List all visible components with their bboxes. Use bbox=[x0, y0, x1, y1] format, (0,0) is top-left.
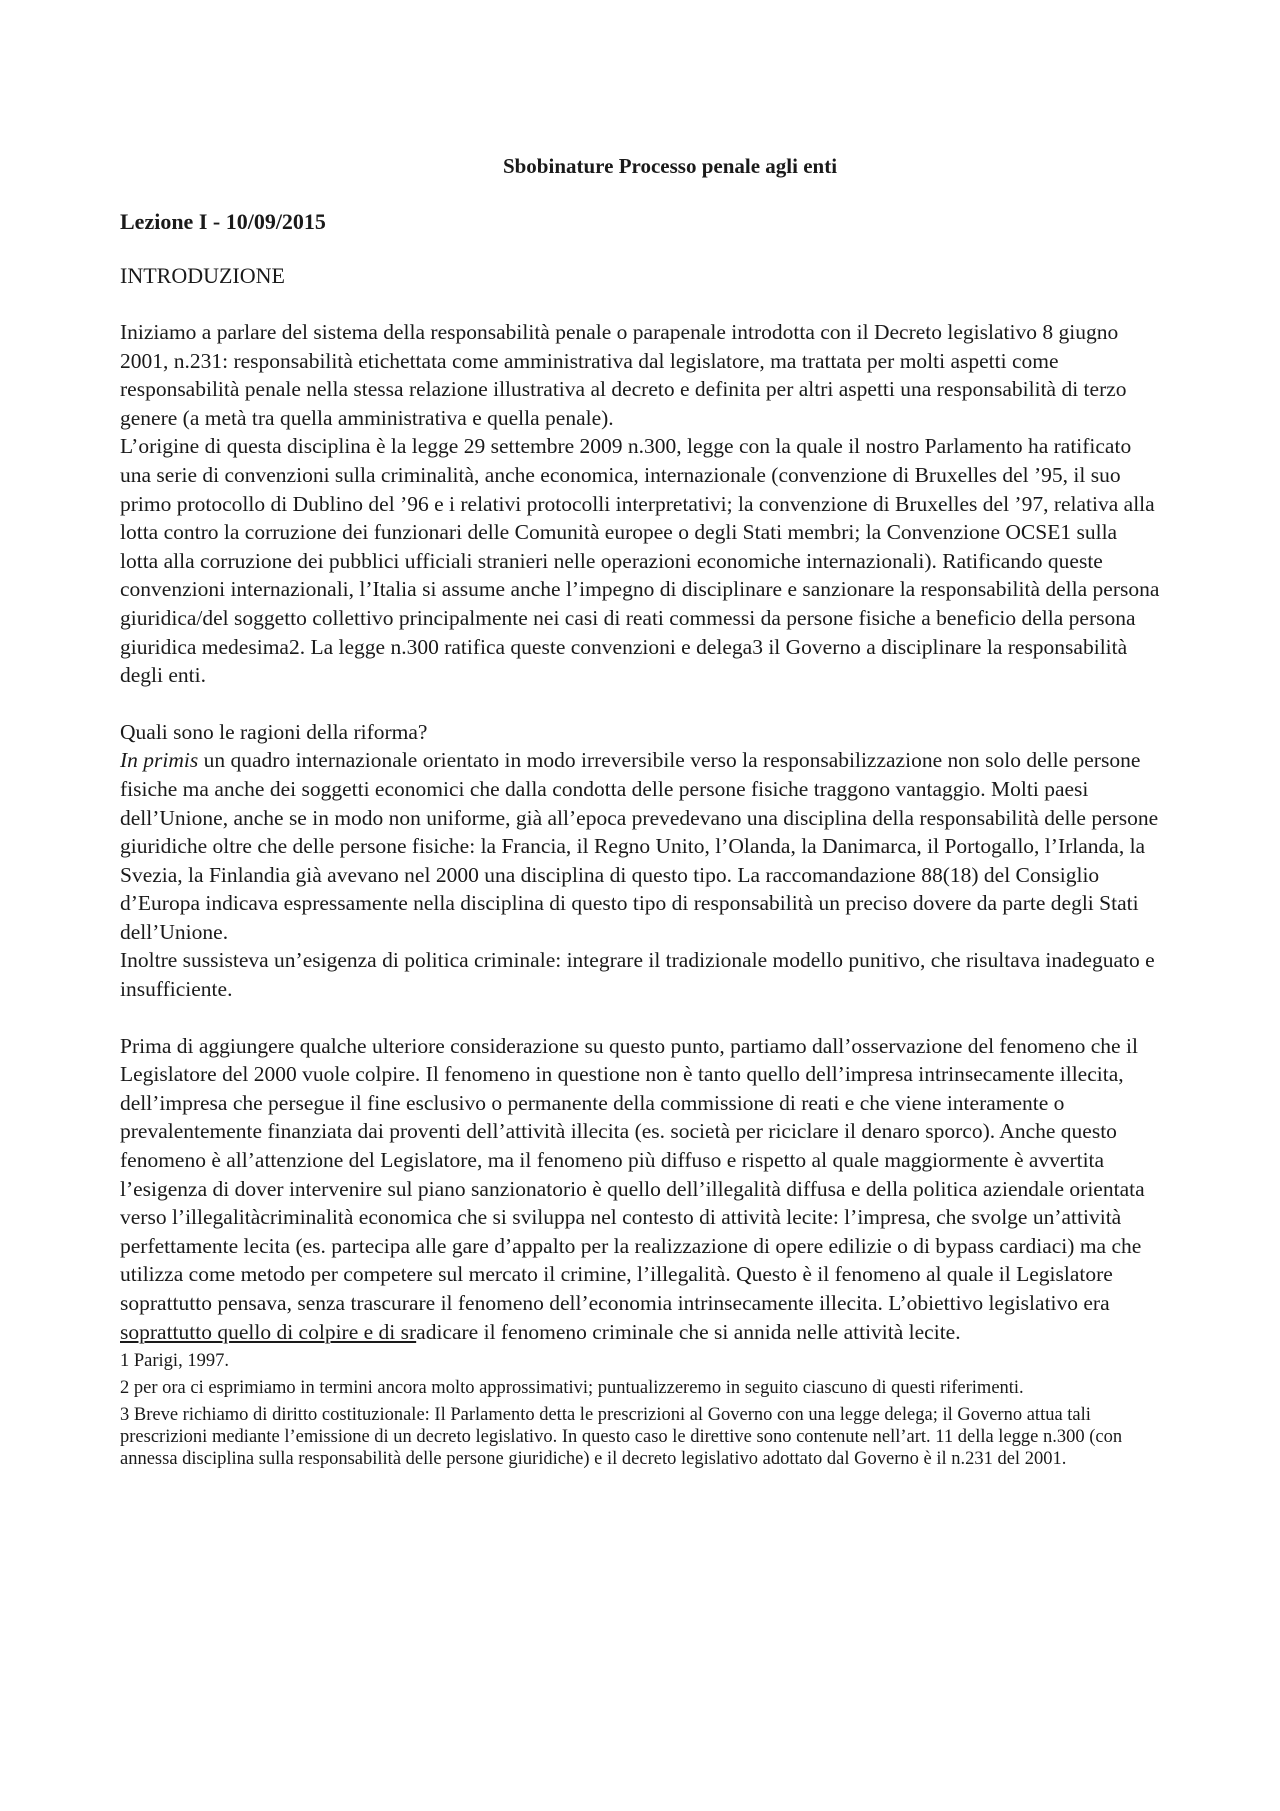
italic-in-primis: In primis bbox=[120, 748, 199, 773]
paragraph-phenomenon-end: adicare il fenomeno criminale che si annida nelle attività lecite. bbox=[416, 1319, 961, 1344]
paragraph-reasons-text: un quadro internazionale orientato in modo irreversibile verso la responsabilizzazione non solo delle persone fisiche ma anche dei soggetti economici che dalla condotta delle persone fisiche traggono vantaggio. Molti paesi dell’Unione, anche se in modo non uniforme, già all’epoca prevedevano una disciplina della responsabilità delle persone giuridiche oltre che delle persone fisiche: la Francia, il Regno Unito, l’Olanda, la Danimarca, il Portogallo, l’Irlanda, la Svezia, la Finlandia già avevano nel 2000 una disciplina di questo tipo. La raccomandazione 88(18) del Consiglio d’Europa indicava espressamente nella disciplina di questo tipo di responsabilità un preciso dovere da parte degli Stati dell’Unione. bbox=[120, 748, 1159, 944]
paragraph-criminal-policy: Inoltre sussisteva un’esigenza di politica criminale: integrare il tradizionale modello punitivo, che risultava inadeguato e insufficiente. bbox=[120, 948, 1155, 1002]
footnotes bbox=[120, 1350, 1160, 1470]
footnote-3: 3 Breve richiamo di diritto costituzionale: Il Parlamento detta le prescrizioni al Governo con una legge delega; il Governo attua tali prescrizioni mediante l’emissione di un decreto legislativo. In questo caso le direttive sono contenute nell’art. 11 della legge n.300 (con annessa disciplina sulla responsabilità delle persone giuridiche) e il decreto legislativo adottato dal Governo è il n.231 del 2001. bbox=[120, 1405, 1123, 1470]
question-reasons: Quali sono le ragioni della riforma? bbox=[120, 719, 428, 744]
paragraph-gap bbox=[120, 1004, 1160, 1032]
paragraph-phenomenon-text: Prima di aggiungere qualche ulteriore considerazione su questo punto, partiamo dall’osservazione del fenomeno che il Legislatore del 2000 vuole colpire. Il fenomeno in questione non è tanto quello dell’impresa intrinsecamente illecita, dell’impresa che persegue il fine esclusivo o permanente della commissione di reati e che viene interamente o prevalentemente finanziata dai proventi dell’attività illecita (es. società per riciclare il denaro sporco). Anche questo fenomeno è all’attenzione del Legislatore, ma il fenomeno più diffuso e rispetto al quale maggiormente è avvertita l’esigenza di dover intervenire sul piano sanzionatorio è quello dell’illegalità diffusa e della politica aziendale orientata verso l’illegalitàcriminalità economica che si sviluppa nel contesto di attività lecite: l’impresa, che svolge un’attività perfettamente lecita (es. partecipa alle gare d’appalto per la realizzazione di opere edilizie o di bypass cardiaci) ma che utilizza come metodo per competere sul mercato il crimine, l’illegalità. Questo è il fenomeno al quale il Legislatore soprattutto pensava, senza trascurare il fenomeno dell’economia intrinsecamente illecita. L’obiettivo legislativo era bbox=[120, 1033, 1145, 1315]
footnote-2: 2 per ora ci esprimiamo in termini ancora molto approssimativi; puntualizzeremo in seguito ciascuno di questi riferimenti. bbox=[120, 1378, 1024, 1399]
lesson-heading: Lezione I - 10/09/2015 bbox=[120, 209, 326, 234]
section-heading: INTRODUZIONE bbox=[120, 263, 285, 288]
paragraph-origin: L’origine di questa disciplina è la legge 29 settembre 2009 n.300, legge con la quale il nostro Parlamento ha ratificato una serie di convenzioni sulla criminalità, anche economica, internazionale (convenzione di Bruxelles del ’95, il suo primo protocollo di Dublino del ’96 e i relativi protocolli interpretativi; la convenzione di Bruxelles del ’97, relativa alla lotta contro la corruzione dei funzionari delle Comunità europee o degli Stati membri; la Convenzione OCSE1 sulla lotta alla corruzione dei pubblici ufficiali stranieri nelle operazioni economiche internazionali). Ratificando queste convenzioni internazionali, l’Italia si assume anche l’impegno di disciplinare e sanzionare la responsabilità della persona giuridica/del soggetto collettivo principalmente nei casi di reati commessi da persone fisiche a beneficio della persona giuridica medesima2. La legge n.300 ratifica queste convenzioni e delega3 il Governo a disciplinare la responsabilità degli enti. bbox=[120, 434, 1160, 688]
paragraph-intro: Iniziamo a parlare del sistema della responsabilità penale o parapenale introdotta con il Decreto legislativo 8 giugno 2001, n.231: responsabilità etichettata come amministrativa dal legislatore, ma trattata per molti aspetti come responsabilità penale nella stessa relazione illustrativa al decreto e definita per altri aspetti una responsabilità di terzo genere (a metà tra quella amministrativa e quella penale). bbox=[120, 320, 1127, 430]
underlined-text: soprattutto quello di colpire e di sr bbox=[120, 1319, 417, 1344]
paragraph-reasons bbox=[120, 746, 1160, 946]
footnote-1: 1 Parigi, 1997. bbox=[120, 1351, 229, 1372]
paragraph-phenomenon bbox=[120, 1032, 1160, 1347]
paragraph-gap bbox=[120, 690, 1160, 718]
document-title: Sbobinature Processo penale agli enti bbox=[502, 154, 838, 178]
document-page bbox=[120, 150, 1160, 1475]
